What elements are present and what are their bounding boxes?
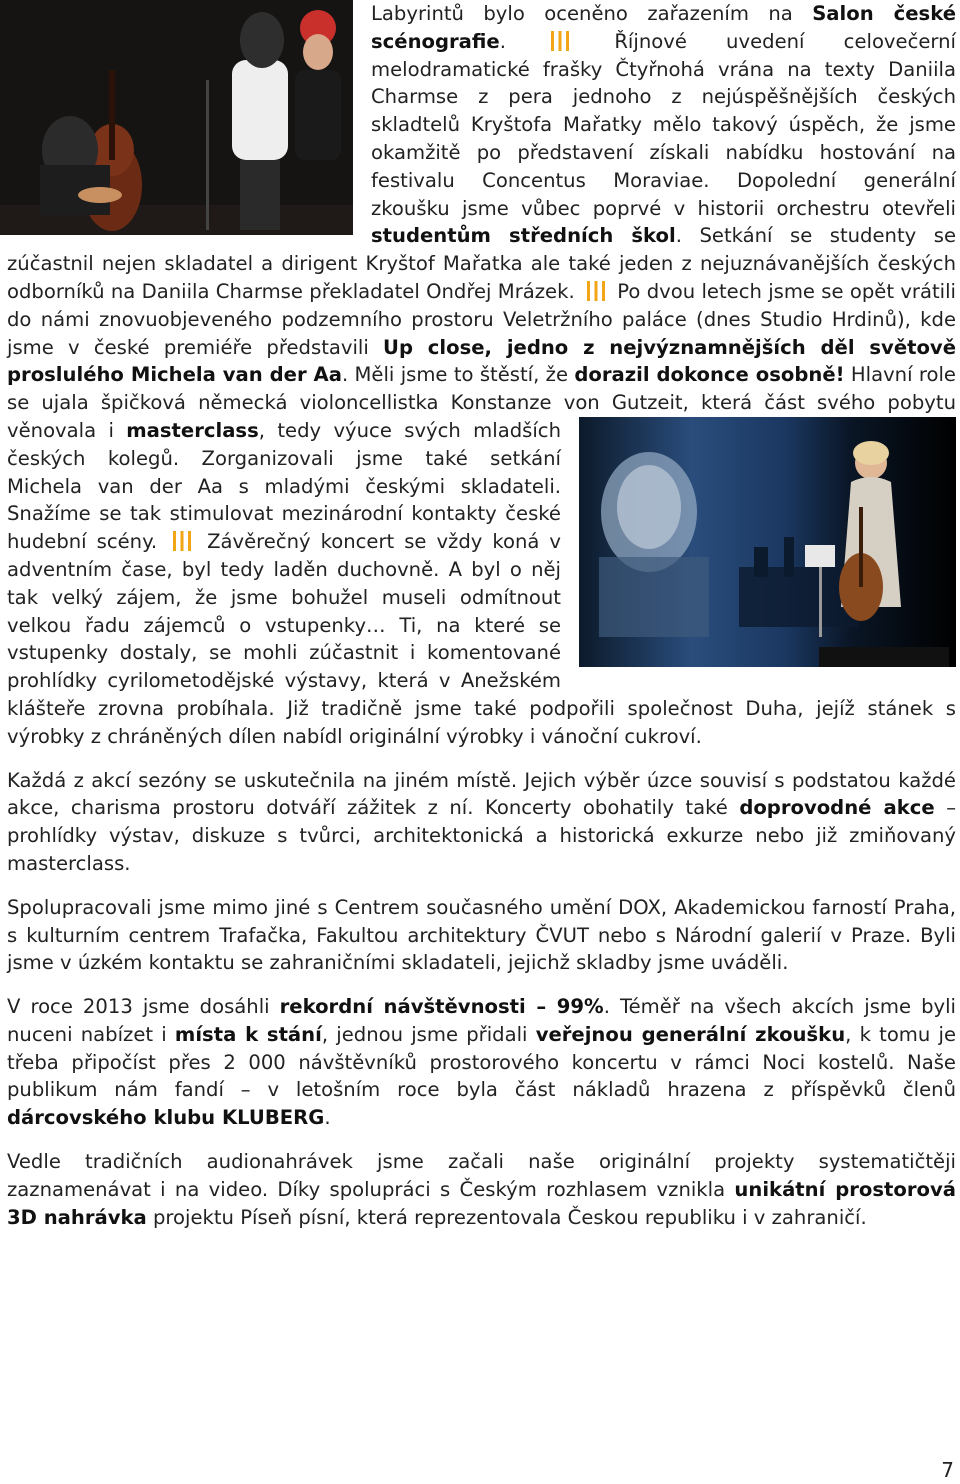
text-span: Každá z akcí sezóny se uskutečnila na jiném místě. Jejich výběr úzce souvisí s podstatou každé akce, charisma prostoru dotváří zážitek z ní. Koncerty obohatily také <box>7 768 956 820</box>
text-span: , k tomu je třeba připočíst přes 2 000 návštěvníků prostorového koncertu v rámci Noci kostelů. Naše publikum nám fandí – v letošním roce byla část nákladů hrazena z příspěvků členů <box>7 1022 957 1102</box>
text-span: Vedle tradičních audionahrávek jsme začali naše originální projekty systematičtěji zaznamenávat i na video. Díky spolupráci s Českým rozhlasem vznikla <box>7 1150 956 1201</box>
paragraph-4 <box>7 993 956 1132</box>
text-span: . <box>499 29 546 53</box>
paragraph-1 <box>7 0 956 751</box>
bold-text: dorazil dokonce osobně! <box>574 363 845 387</box>
text-span: V roce 2013 jsme dosáhli <box>7 995 280 1019</box>
concert-stage-illustration <box>0 0 353 235</box>
bold-text: doprovodné akce <box>739 796 935 820</box>
text-span: , jednou jsme přidali <box>321 1022 536 1046</box>
text-span: . Téměř na všech akcích jsme byli nuceni nabízet i <box>7 995 956 1046</box>
bold-text: dárcovského klubu KLUBERG <box>7 1106 325 1130</box>
document-page <box>7 0 956 1231</box>
bold-text: Salon české scénografie <box>371 2 956 53</box>
text-span: . <box>324 1106 331 1130</box>
text-span: Po dvou letech jsme se opět vrátili do námi znovuobjeveného podzemního prostoru Veletržního paláce (dnes Studio Hrdinů), kde jsme v české premiéře představili <box>7 279 956 359</box>
bold-text: místa k stání <box>174 1022 322 1046</box>
paragraph-2 <box>7 767 956 878</box>
text-span: – prohlídky výstav, diskuze s tvůrci, architektonická a historická exkurze nebo již zmiňovaný masterclass. <box>7 796 956 875</box>
bold-text: Up close, jedno z nejvýznamnějších děl světově proslulého Michela van der Aa <box>7 335 956 387</box>
section-separator-icon <box>549 31 571 51</box>
text-span: Závěrečný koncert se vždy koná v adventním čase, byl tedy laděn duchovně. A byl o něj tak velký zájem, že jsme bohužel museli odmítnout velkou řadu zájemců o vstupenky… Ti, na které se vstupenky dostaly, se mohli zúčastnit i komentované prohlídky cyrilometodějské výstavy, která v Anežském klášteře zrovna probíhala. Již tradičně jsme také podpořili společnost Duha, jejíž stánek s výrobky z chráněných dílen nabídl originální výrobky i vánoční cukroví. <box>7 530 956 748</box>
section-separator-icon <box>171 531 193 551</box>
text-span: Labyrintů bylo oceněno zařazením na <box>371 2 813 25</box>
bold-text: unikátní prostorová 3D nahrávka <box>7 1177 956 1229</box>
bold-text: studentům středních škol <box>371 224 676 248</box>
paragraph-5 <box>7 1148 956 1231</box>
cello-performance-photo <box>579 417 956 667</box>
text-span: , tedy výuce svých mladších českých kolegů. Zorganizovali jsme také setkání Michela van der Aa s mladými českými skladateli. Snažíme se tak stimulovat mezinárodní kontakty české hudební scény. <box>7 418 561 554</box>
cello-performance-illustration <box>579 417 956 667</box>
bold-text: veřejnou generální zkoušku <box>535 1022 846 1046</box>
section-separator-icon <box>585 281 607 301</box>
paragraph-3 <box>7 894 956 977</box>
text-span: Říjnové uvedení celovečerní melodramatické frašky Čtyřnohá vrána na texty Daniila Charmse z pera jednoho z nejúspěšnějších českých skladtelů Kryštofa Mařatky mělo takový úspěch, že jsme okamžitě po představení získali nabídku hostování na festivalu Concentus Moraviae. Dopolední generální zkoušku jsme vůbec poprvé v historii orchestru otevřeli <box>371 29 956 220</box>
concert-stage-photo <box>0 0 353 235</box>
bold-text: masterclass <box>126 418 259 442</box>
text-span: . Setkání se studenty se zúčastnil nejen skladatel a dirigent Kryštof Mařatka ale také jeden z nejuznávanějších českých odborníků na Daniila Charmse překladatel Ondřej Mrázek. <box>7 224 956 303</box>
text-span: projektu Píseň písní, která reprezentovala Českou republiku i v zahraničí. <box>146 1205 867 1229</box>
text-span: . Měli jsme to štěstí, že <box>341 363 575 387</box>
text-span: Hlavní role se ujala špičková německá violoncellistka Konstanze von Gutzeit, která část svého pobytu věnovala i <box>7 363 956 442</box>
bold-text: rekordní návštěvnosti – 99% <box>279 995 604 1019</box>
text-span: Spolupracovali jsme mimo jiné s Centrem současného umění DOX, Akademickou farností Praha, s kulturním centrem Trafačka, Fakultou architektury ČVUT nebo s Národní galerií v Praze. Byli jsme v úzkém kontaktu se zahraničními skladateli, jejichž skladby jsme uváděli. <box>7 895 956 975</box>
page-number: 7 <box>941 1458 954 1482</box>
